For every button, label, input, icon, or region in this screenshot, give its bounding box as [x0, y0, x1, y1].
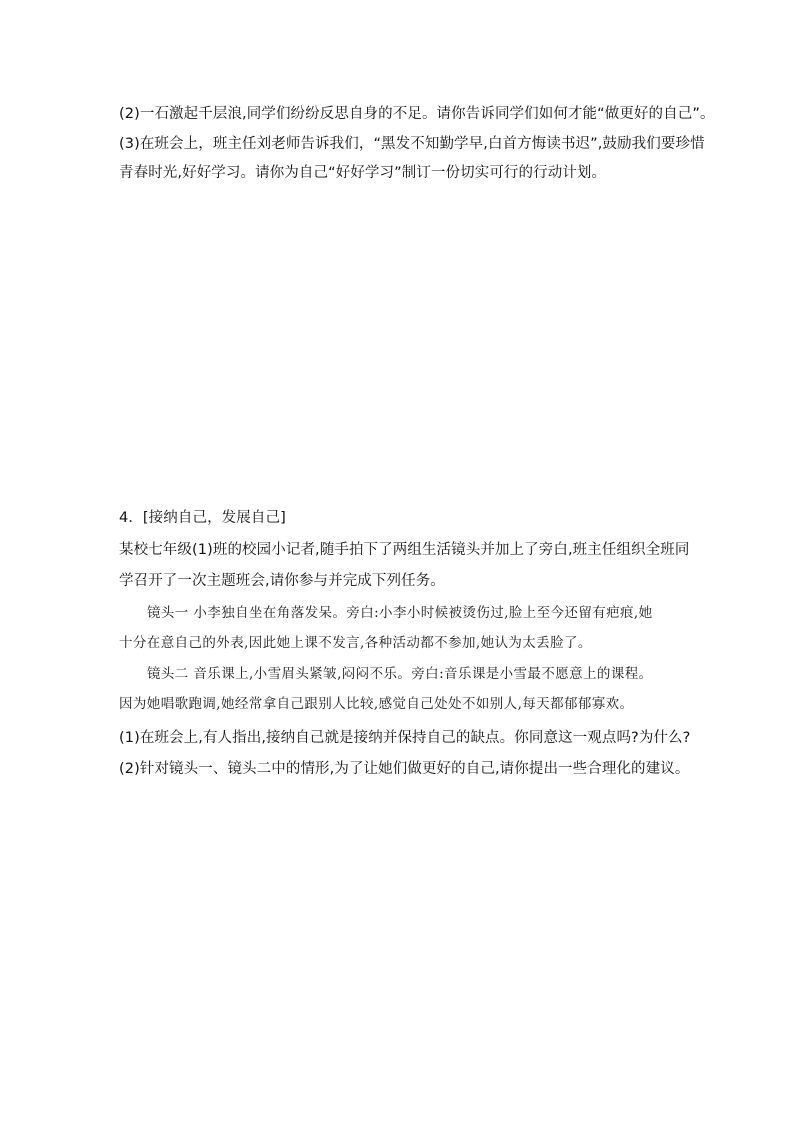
scene-1-line2: 十分在意自己的外表,因此她上课不发言,各种活动都不参加,她认为太丢脸了。	[119, 635, 592, 651]
question-3-3-line2: 青春时光,好好学习。请你为自己“好好学习”制订一份切实可行的行动计划。	[119, 165, 607, 181]
question-3-3-line1: (3)在班会上，班主任刘老师告诉我们，“黑发不知勤学早,白首方悔读书迟”,鼓励我们要珍惜	[119, 136, 705, 152]
question-4-2: (2)针对镜头一、镜头二中的情形,为了让她们做更好的自己,请你提出一些合理化的建议。	[119, 761, 690, 777]
question-3-2: (2)一石激起千层浪,同学们纷纷反思自身的不足。请你告诉同学们如何才能“做更好的自己”。	[119, 106, 715, 122]
question-4-heading: 4．[接纳自己，发展自己]	[119, 510, 286, 526]
scene-2-line1: 镜头二 音乐课上,小雪眉头紧皱,闷闷不乐。旁白:音乐课是小雪最不愿意上的课程。	[147, 666, 653, 682]
question-4-1: (1)在班会上,有人指出,接纳自己就是接纳并保持自己的缺点。你同意这一观点吗?为什么?	[119, 730, 691, 746]
question-4-intro-line1: 某校七年级(1)班的校园小记者,随手拍下了两组生活镜头并加上了旁白,班主任组织全班同	[119, 542, 690, 558]
question-4-intro-line2: 学召开了一次主题班会,请你参与并完成下列任务。	[119, 573, 445, 589]
scene-1-line1: 镜头一 小李独自坐在角落发呆。旁白:小李小时候被烫伤过,脸上至今还留有疤痕,她	[147, 605, 653, 621]
scene-2-line2: 因为她唱歌跑调,她经常拿自己跟别人比较,感觉自己处处不如别人,每天都郁郁寡欢。	[119, 696, 634, 712]
